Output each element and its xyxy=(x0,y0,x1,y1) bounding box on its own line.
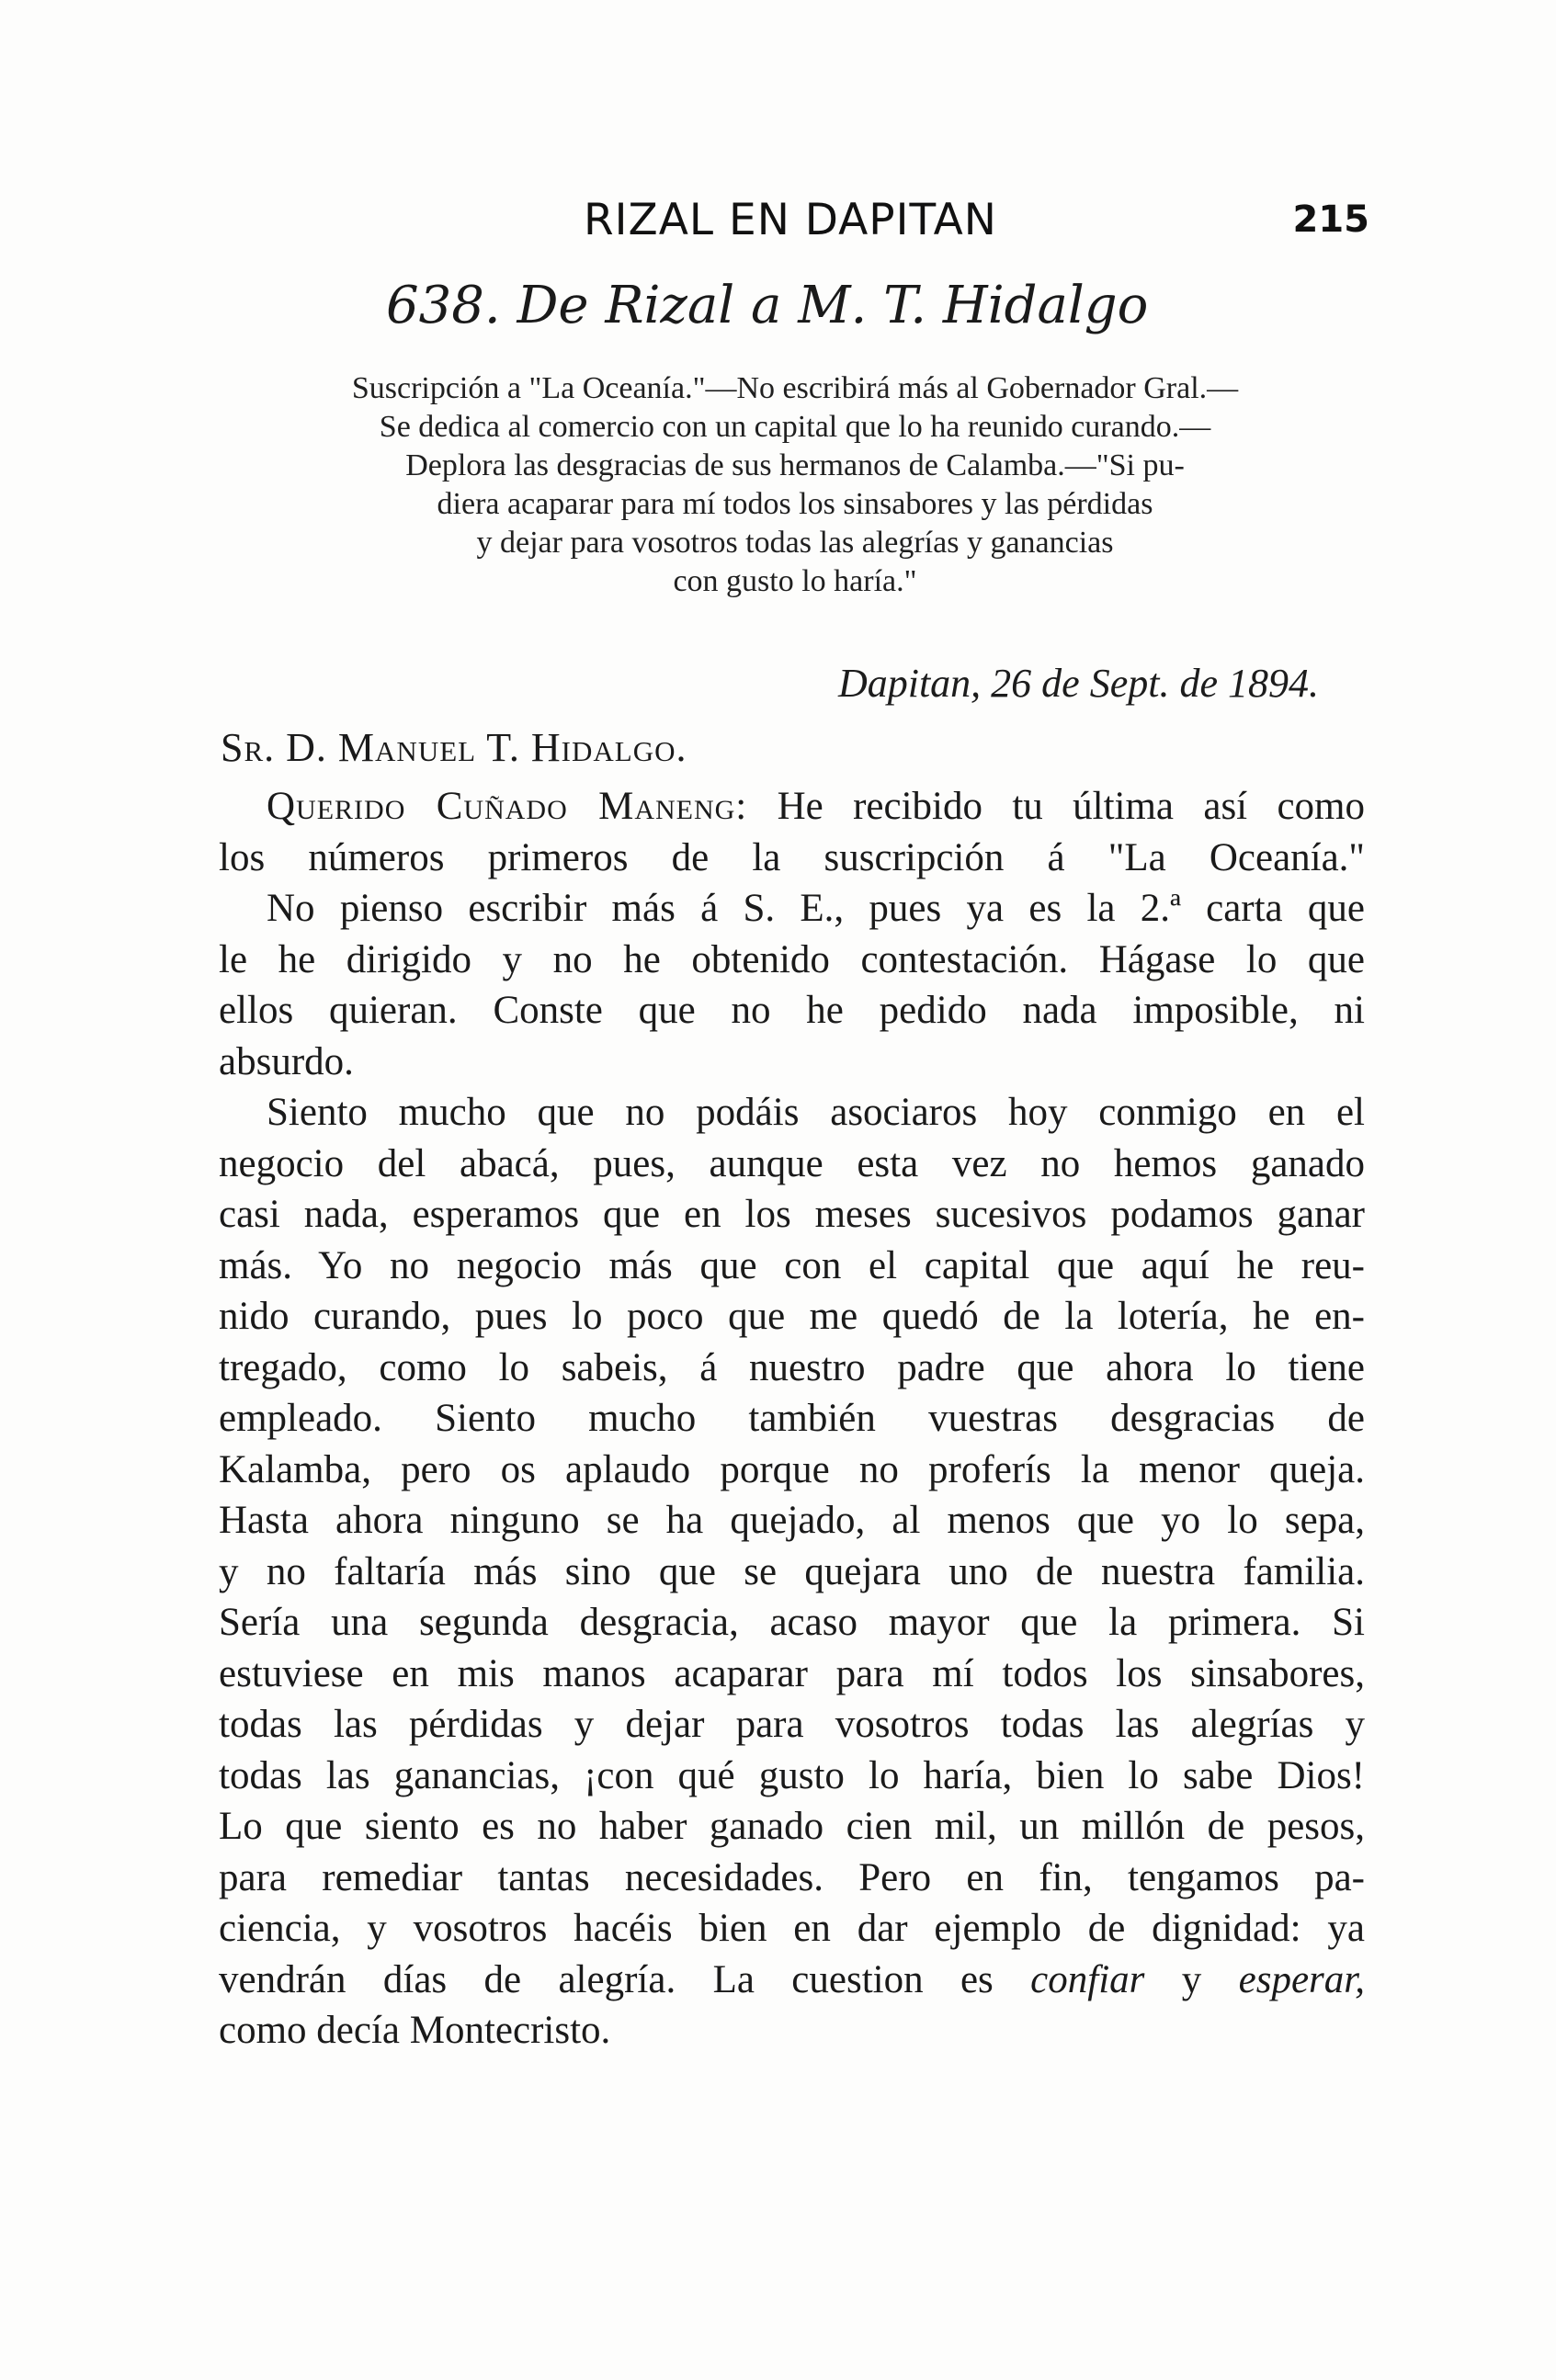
body-line: tregado, como lo sabeis, á nuestro padre que ahora lo tiene xyxy=(219,1345,1365,1389)
dateline: Dapitan, 26 de Sept. de 1894. xyxy=(837,661,1319,706)
summary-line: y dejar para vosotros todas las alegrías y ganancias xyxy=(476,526,1114,560)
body-line: Sería una segunda desgracia, acaso mayor que la primera. Si xyxy=(219,1601,1365,1644)
body-line-text: y xyxy=(1144,1957,1239,2001)
body-line: todas las ganancias, ¡con qué gusto lo haría, bien lo sabe Dios! xyxy=(219,1753,1365,1797)
emphasis-confiar: confiar xyxy=(1030,1957,1145,2001)
body-line: estuviese en mis manos acaparar para mí todos los sinsabores, xyxy=(219,1651,1365,1695)
body-line: casi nada, esperamos que en los meses sucesivos podamos ganar xyxy=(219,1193,1365,1236)
letter-summary xyxy=(211,369,1379,601)
summary-line: Se dedica al comercio con un capital que lo ha reunido curando.— xyxy=(379,410,1211,444)
body-line: como decía Montecristo. xyxy=(219,2009,611,2052)
body-line: No pienso escribir más á S. E., pues ya es la 2.ª carta que xyxy=(267,887,1365,930)
running-title: RIZAL EN DAPITAN xyxy=(584,195,997,245)
letter-body xyxy=(219,781,1365,2057)
body-line xyxy=(219,1955,1365,2006)
body-line-text: vendrán días de alegría. La cuestion es xyxy=(219,1957,1031,2001)
body-line: le he dirigido y no he obtenido contestación. Hágase lo que xyxy=(219,937,1365,981)
body-line: nido curando, pues lo poco que me quedó de la lotería, he en- xyxy=(219,1295,1365,1338)
summary-line: diera acaparar para mí todos los sinsabores y las pérdidas xyxy=(437,487,1153,521)
body-line: todas las pérdidas y dejar para vosotros todas las alegrías y xyxy=(219,1703,1365,1746)
body-line xyxy=(219,781,1365,833)
summary-line: con gusto lo haría." xyxy=(673,564,917,598)
body-line: más. Yo no negocio más que con el capital que aquí he reu- xyxy=(219,1243,1365,1287)
summary-line: Deplora las desgracias de sus hermanos de Calamba.—"Si pu- xyxy=(405,448,1185,482)
body-line: ciencia, y vosotros hacéis bien en dar ejemplo de dignidad: ya xyxy=(219,1907,1365,1950)
body-line: Siento mucho que no podáis asociaros hoy conmigo en el xyxy=(267,1091,1365,1134)
emphasis-esperar: esperar, xyxy=(1238,1957,1366,2001)
body-line: negocio del abacá, pues, aunque esta vez no hemos ganado xyxy=(219,1141,1365,1185)
addressee: Sr. D. Manuel T. Hidalgo. xyxy=(221,725,687,770)
letter-title: 638. De Rizal a M. T. Hidalgo xyxy=(386,276,1149,335)
body-line: absurdo. xyxy=(219,1039,354,1083)
salutation: Querido Cuñado Maneng: xyxy=(267,785,748,828)
running-head xyxy=(221,195,1369,250)
summary-line: Suscripción a "La Oceanía."—No escribirá más al Gobernador Gral.— xyxy=(351,371,1239,405)
body-line: empleado. Siento mucho también vuestras desgracias de xyxy=(219,1397,1365,1440)
body-line-text: He recibido tu última así como xyxy=(777,785,1366,828)
body-line: Hasta ahora ninguno se ha quejado, al menos que yo lo sepa, xyxy=(219,1499,1365,1542)
body-line: Lo que siento es no haber ganado cien mil, un millón de pesos, xyxy=(219,1805,1365,1848)
body-line: Kalamba, pero os aplaudo porque no proferís la menor queja. xyxy=(219,1447,1365,1491)
page-number: 215 xyxy=(1292,198,1369,241)
body-line: los números primeros de la suscripción á "La Oceanía." xyxy=(219,835,1365,879)
body-line: para remediar tantas necesidades. Pero en fin, tengamos pa- xyxy=(219,1855,1365,1899)
body-line: y no faltaría más sino que se quejara uno de nuestra familia. xyxy=(219,1549,1365,1593)
body-line: ellos quieran. Conste que no he pedido nada imposible, ni xyxy=(219,989,1365,1032)
